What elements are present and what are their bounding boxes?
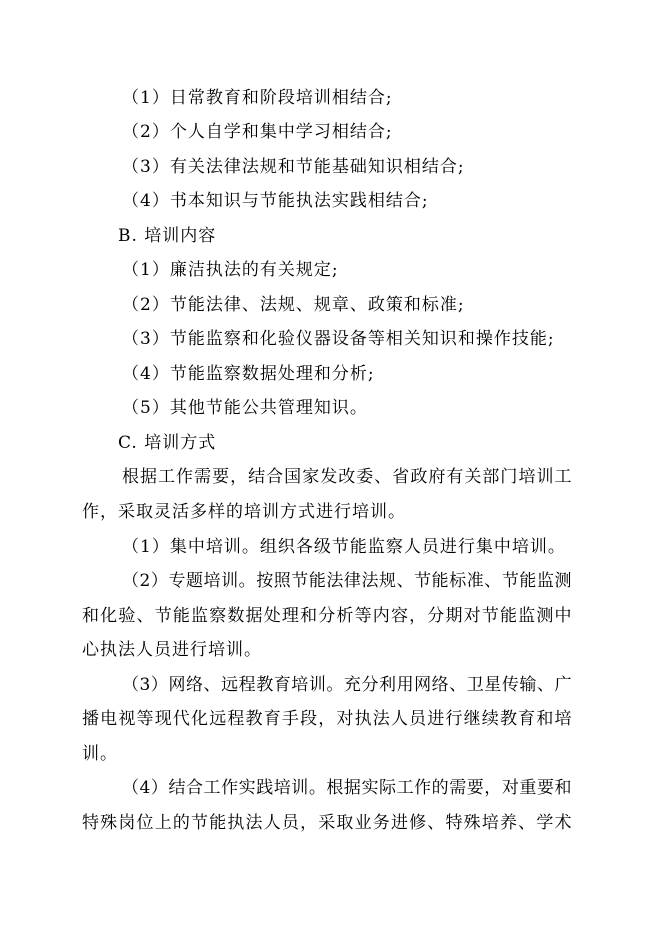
- list-item: （2）节能法律、法规、规章、政策和标准;: [122, 295, 465, 315]
- paragraph-line: 和化验、节能监察数据处理和分析等内容，分期对节能监测中: [82, 606, 572, 626]
- paragraph-line: 根据工作需要，结合国家发改委、省政府有关部门培训工: [122, 467, 572, 487]
- list-item: （1）集中培训。组织各级节能监察人员进行集中培训。: [122, 537, 566, 557]
- list-item: （3）节能监察和化验仪器设备等相关知识和操作技能;: [122, 329, 555, 349]
- list-item: （1）日常教育和阶段培训相结合;: [122, 88, 393, 108]
- list-item: （4）书本知识与节能执法实践相结合;: [122, 191, 429, 211]
- list-item: （5）其他节能公共管理知识。: [122, 398, 368, 418]
- list-item: （1）廉洁执法的有关规定;: [122, 260, 339, 280]
- paragraph-line: 训。: [82, 744, 118, 764]
- list-item: （4）结合工作实践培训。根据实际工作的需要，对重要和: [122, 778, 572, 798]
- list-item: （4）节能监察数据处理和分析;: [122, 364, 375, 384]
- paragraph-line: 播电视等现代化远程教育手段，对执法人员进行继续教育和培: [82, 709, 572, 729]
- paragraph-line: 心执法人员进行培训。: [82, 640, 262, 660]
- list-item: （2）专题培训。按照节能法律法规、节能标准、节能监测: [122, 571, 572, 591]
- paragraph-line: 作，采取灵活多样的培训方式进行培训。: [82, 502, 406, 522]
- section-heading: C. 培训方式: [118, 433, 217, 453]
- paragraph-line: 特殊岗位上的节能执法人员，采取业务进修、特殊培养、学术: [82, 813, 572, 833]
- list-item: （3）有关法律法规和节能基础知识相结合;: [122, 157, 465, 177]
- list-item: （2）个人自学和集中学习相结合;: [122, 122, 393, 142]
- section-heading: B. 培训内容: [118, 226, 217, 246]
- list-item: （3）网络、远程教育培训。充分利用网络、卫星传输、广: [122, 675, 572, 695]
